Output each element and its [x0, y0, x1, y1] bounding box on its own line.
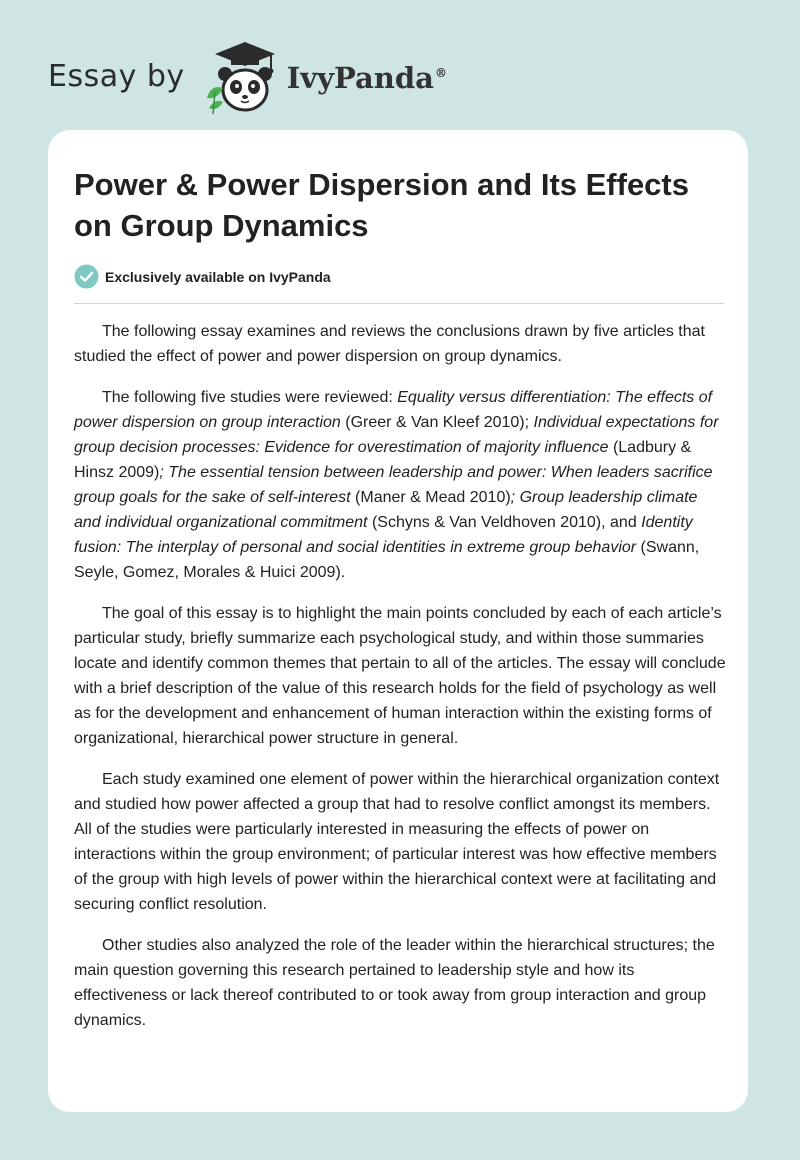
paragraph-text: (Greer & Van Kleef 2010); [340, 414, 534, 431]
essay-paragraph [74, 601, 726, 751]
badge-label: Exclusively available on IvyPanda [105, 268, 331, 285]
paragraph-text: (Schyns & Van Veldhoven 2010), and [367, 514, 642, 531]
site-header [48, 36, 447, 116]
paragraph-text: (Swann, Seyle, Gomez, Morales & Huici 2009). [74, 539, 700, 581]
paragraph-text: Each study examined one element of power within the hierarchical organization context and studied how power affected a group that had to resolve conflict amongst its members. All of the studies were particularly interested in measuring the effects of power on interactions within the group environment; of particular interest was how effective members of the group with high levels of power within the hierarchical context were at facilitating and securing conflict resolution. [74, 771, 720, 913]
cited-title: Equality versus differentiation: The effects of power dispersion on group interaction [74, 389, 713, 431]
brand-name: IvyPanda® [286, 61, 447, 95]
essay-paragraph [74, 319, 726, 369]
cited-title: Individual expectations for group decision processes: Evidence for overestimation of majority influence [74, 414, 719, 456]
paragraph-text: Other studies also analyzed the role of the leader within the hierarchical structures; the main question governing this research pertained to leadership style and how its effectiveness or lack thereof contributed to or took away from group interaction and group dynamics. [74, 937, 715, 1029]
cited-title: Identity fusion: The interplay of personal and social identities in extreme group behavior [74, 514, 693, 556]
exclusive-badge [74, 264, 331, 289]
page-title: Power & Power Dispersion and Its Effects on Group Dynamics [74, 167, 689, 243]
paragraph-text: The following five studies were reviewed: [102, 389, 398, 406]
divider [74, 303, 724, 304]
essay-paragraph [74, 933, 726, 1033]
essay-paragraph [74, 767, 726, 917]
essay-by-label: Essay by [48, 58, 185, 94]
essay-paragraph [74, 385, 726, 585]
paragraph-text: The following essay examines and reviews the conclusions drawn by five articles that studied the effect of power and power dispersion on group dynamics. [74, 323, 705, 365]
paragraph-text: (Ladbury & Hinsz 2009) [74, 439, 692, 481]
check-circle-icon [74, 264, 99, 289]
paragraph-text: The goal of this essay is to highlight the main points concluded by each of each article’s particular study, briefly summarize each psychological study, and within those summaries locate and identify common themes that pertain to all of the articles. The essay will conclude with a brief description of the value of this research holds for the field of psychology as well as for the development and enhancement of human interaction within the existing forms of organizational, hierarchical power structure in general. [74, 605, 726, 747]
panda-logo-icon [201, 36, 285, 116]
essay-card [48, 130, 748, 1112]
cited-title: ; Group leadership climate and individual organizational commitment [74, 489, 698, 531]
paragraph-text: (Maner & Mead 2010) [350, 489, 511, 506]
cited-title: ; The essential tension between leadership and power: When leaders sacrifice group goals for the sake of self-interest [74, 464, 713, 506]
essay-body [74, 319, 726, 1049]
